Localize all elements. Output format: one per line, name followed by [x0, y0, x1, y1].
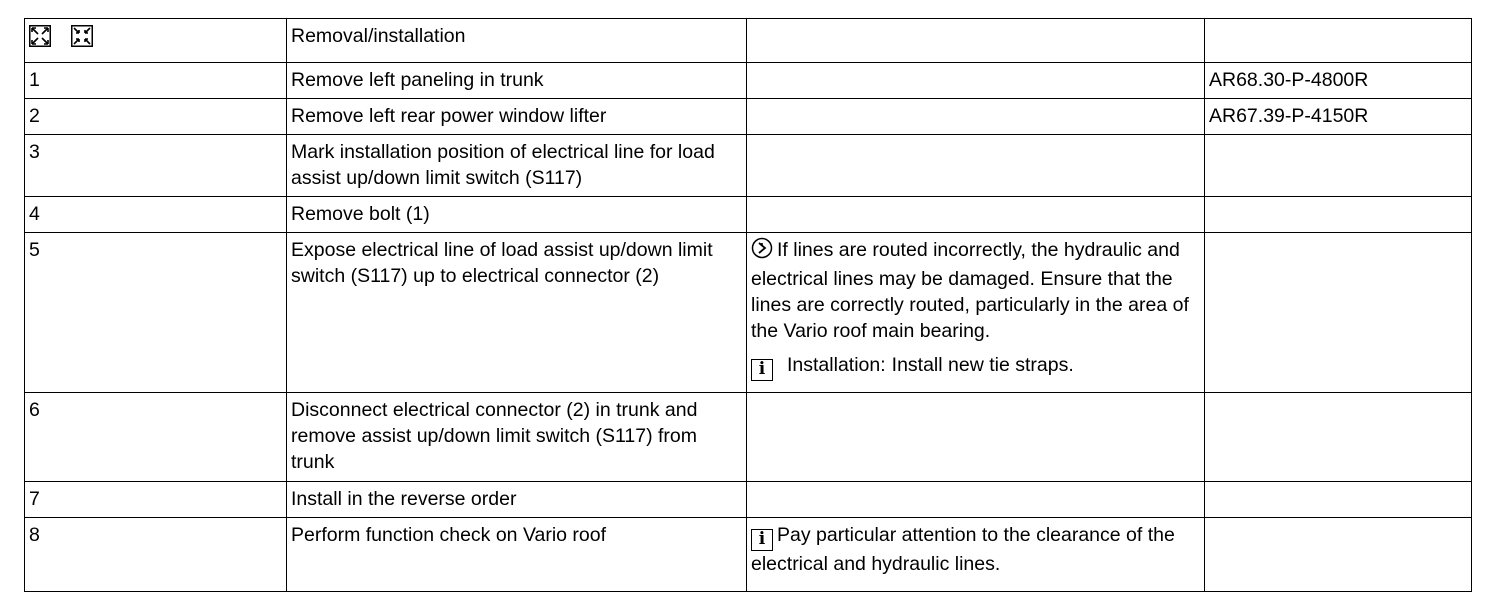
- step-reference: [1205, 393, 1472, 482]
- header-row: [25, 19, 1472, 63]
- step-text: Disconnect electrical connector (2) in trunk and remove assist up/down limit switch (S117) from trunk: [287, 393, 747, 482]
- expand-view-icon[interactable]: [29, 25, 51, 47]
- section-title: Removal/installation: [287, 19, 747, 63]
- header-empty-cell: [1205, 19, 1472, 63]
- step-number: 8: [25, 518, 287, 592]
- step-reference[interactable]: AR68.30-P-4800R: [1205, 63, 1472, 99]
- info-icon: i: [751, 359, 773, 381]
- info-icon: i: [751, 529, 773, 551]
- warning-note-text: If lines are routed incorrectly, the hydraulic and electrical lines may be damaged. Ensure that the lines are correctly routed, particularly in the area of the Vario roof main bearing.: [751, 239, 1189, 342]
- step-reference: [1205, 135, 1472, 197]
- info-note-text: Pay particular attention to the clearance of the electrical and hydraulic lines.: [751, 524, 1175, 575]
- step-reference: [1205, 233, 1472, 393]
- risk-warning-icon: [751, 237, 773, 266]
- step-number: 1: [25, 63, 287, 99]
- step-reference: [1205, 482, 1472, 518]
- step-note: [747, 393, 1205, 482]
- step-reference: [1205, 197, 1472, 233]
- step-number: 2: [25, 99, 287, 135]
- step-reference[interactable]: AR67.39-P-4150R: [1205, 99, 1472, 135]
- step-text: Remove left rear power window lifter: [287, 99, 747, 135]
- step-note: [747, 233, 1205, 393]
- step-text: Perform function check on Vario roof: [287, 518, 747, 592]
- table-row: [25, 135, 1472, 197]
- step-note: [747, 99, 1205, 135]
- table-row: [25, 63, 1472, 99]
- table-row: [25, 482, 1472, 518]
- step-text: Remove left paneling in trunk: [287, 63, 747, 99]
- collapse-view-icon[interactable]: [71, 25, 93, 47]
- step-note: [747, 63, 1205, 99]
- table-row: [25, 393, 1472, 482]
- step-number: 5: [25, 233, 287, 393]
- step-reference: [1205, 518, 1472, 592]
- step-number: 3: [25, 135, 287, 197]
- step-note: [747, 135, 1205, 197]
- table-row: [25, 197, 1472, 233]
- installation-label: Installation:: [787, 354, 886, 376]
- step-number: 6: [25, 393, 287, 482]
- step-text: Mark installation position of electrical line for load assist up/down limit switch (S117): [287, 135, 747, 197]
- step-text: Install in the reverse order: [287, 482, 747, 518]
- step-text: Remove bolt (1): [287, 197, 747, 233]
- step-text: Expose electrical line of load assist up/down limit switch (S117) up to electrical connector (2): [287, 233, 747, 393]
- table-row: [25, 99, 1472, 135]
- table-row: [25, 233, 1472, 393]
- header-empty-cell: [747, 19, 1205, 63]
- header-icons-cell: [25, 19, 287, 63]
- step-number: 7: [25, 482, 287, 518]
- table-row: [25, 518, 1472, 592]
- procedure-table: [24, 18, 1472, 592]
- step-number: 4: [25, 197, 287, 233]
- step-note: [747, 197, 1205, 233]
- installation-note-text: Install new tie straps.: [891, 354, 1074, 376]
- step-note: [747, 518, 1205, 592]
- step-note: [747, 482, 1205, 518]
